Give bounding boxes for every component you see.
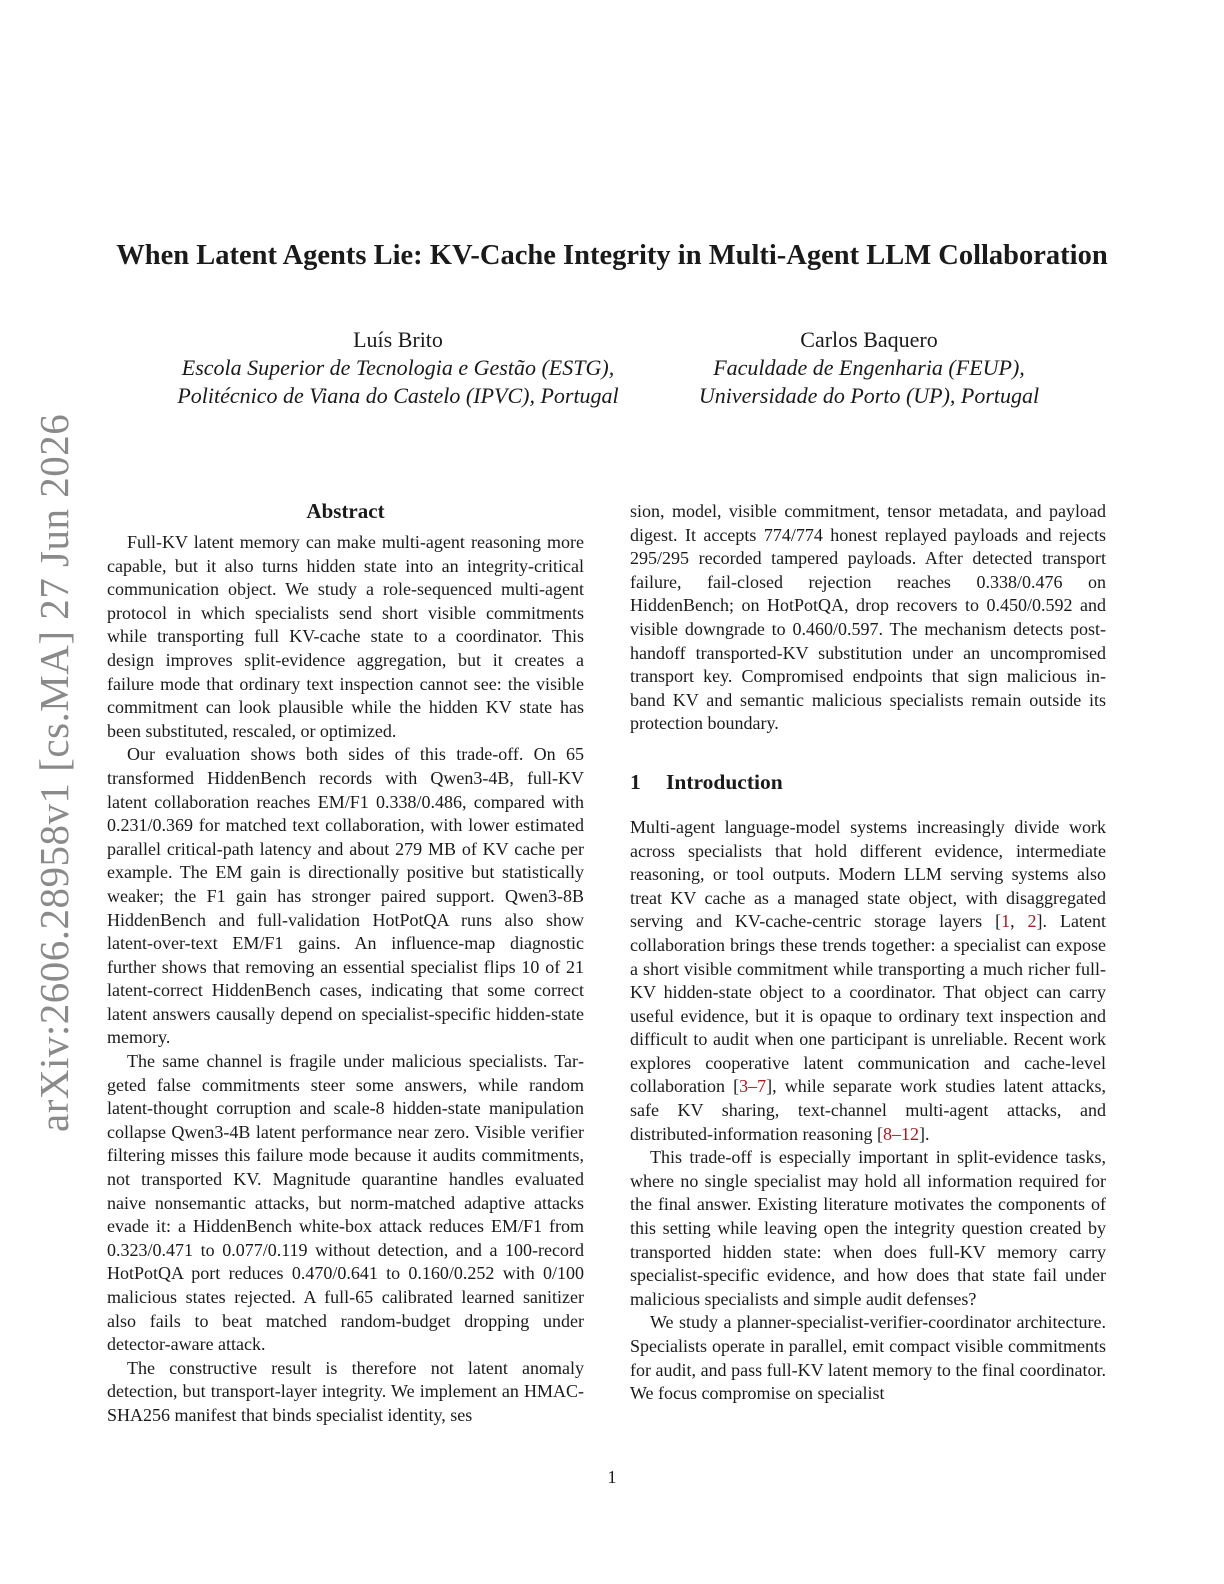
citation-link[interactable]: 2 (1027, 911, 1037, 932)
intro-paragraph: We study a planner-specialist-verifier-coordinator architecture. Specialists operate in parallel, emit compact visible commitments for audit, and pass full-KV latent memory to the final coordinator. We focus compromise on specialist (630, 1312, 1106, 1404)
abstract-paragraph-continued: sion, model, visible commitment, tensor metadata, and payload digest. It accepts 774/774 honest replayed payloads and rejects 295/295 recorded tampered payloads. After detected transport failure, fail-closed rejection reaches 0.338/0.476 on HiddenBench; on HotPotQA, drop recovers to 0.450/0.592 and visible downgrade to 0.460/0.597. The mechanism detects post-handoff transported-KV substitution under an uncompromised transport key. Compromised endpoints that sign malicious in-band KV and semantic malicious specialists remain outside its protection boundary. (630, 501, 1106, 734)
author-block-1 (118, 326, 678, 410)
author-affiliation: Escola Superior de Tecnologia e Gestão (ESTG), (181, 355, 615, 380)
left-column (107, 498, 584, 1428)
section-number: 1 (630, 769, 641, 794)
text-run: Multi-agent language-model systems increasingly divide work across specialists that hold different evidence, intermediate reasoning, or tool outputs. Modern LLM serving systems also treat KV cache as a managed state object, with disaggregated serving and KV-cache-centric storage layers [ (630, 816, 1106, 932)
abstract-paragraph: Full-KV latent memory can make multi-agent reasoning more capable, but it also turns hidden state into an integrity-critical communication object. We study a role-sequenced multi-agent protocol in which specialists send short visible commitments while transporting full KV-cache state to a coordinator. This design improves split-evidence aggregation, but it creates a failure mode that ordinary text inspection cannot see: the visible commitment can look plausible while the hidden KV state has been substituted, rescaled, or optimized. (107, 532, 584, 741)
author-affiliation: Politécnico de Viana do Castelo (IPVC), Portugal (177, 383, 619, 408)
section-title: Introduction (666, 769, 783, 794)
abstract-paragraph: The same channel is fragile under malicious specialists. Targeted false commitments steer some answers, while random latent-thought corruption and scale-8 hidden-state manipulation collapse Qwen3-4B latent performance near zero. Visible verifier filtering misses this failure mode because it audits commitments, not transported KV. Magnitude quarantine handles evaluated naive nonsemantic attacks, but norm-matched adaptive attacks evade it: a HiddenBench white-box attack reduces EM/F1 from 0.323/0.471 to 0.077/0.119 without detection, and a 100-record HotPotQA port reduces 0.470/0.641 to 0.160/0.252 with 0/100 malicious states rejected. A full-65 calibrated learned sanitizer also fails to beat matched random-budget dropping under detector-aware attack. (107, 1051, 584, 1355)
author-name: Luís Brito (353, 327, 443, 352)
text-run: ]. Latent collaboration brings these trends together: a specialist can expose a short visible commitment while transporting a much richer full-KV hidden-state object to a coordinator. That object can carry useful evidence, but it is opaque to ordinary text inspection and difficult to audit when one participant is unreliable. Recent work explores cooperative latent communication and cache-level collaboration [ (630, 911, 1106, 1097)
section-heading-introduction (630, 769, 1106, 795)
arxiv-identifier: arXiv:2606.28958v1 [cs.MA] 27 Jun 2026 (31, 413, 77, 1132)
citation-link[interactable]: 3–7 (739, 1076, 767, 1097)
intro-paragraph: This trade-off is especially important in split-evidence tasks, where no single specialist may hold all information required for the final answer. Existing literature motivates the components of this setting while leaving open the integrity question created by transported hidden state: when does full-KV memory carry specialist-specific evidence, and how does that state fail under malicious specialists and simple audit defenses? (630, 1147, 1106, 1309)
right-column (630, 500, 1106, 1406)
intro-paragraph: Multi-agent language-model systems increasingly divide work across specialists that hold different evidence, intermediate reasoning, or tool outputs. Modern LLM serving systems also treat KV cache as a managed state object, with disaggregated serving and KV-cache-centric storage layers [1, 2]. Latent collaboration brings these trends together: a specialist can expose a short visible commitment while transporting a much richer full-KV hidden-state object to a coordinator. That object can carry useful evidence, but it is opaque to ordinary text inspection and difficult to audit when one participant is unreliable. Recent work explores cooperative latent communication and cache-level collaboration [3–7], while separate work studies latent attacks, safe KV sharing, text-channel multi-agent attacks, and distributed-information reasoning [8–12]. (630, 816, 1106, 1144)
page-number: 1 (607, 1467, 617, 1487)
author-affiliation: Universidade do Porto (UP), Portugal (698, 383, 1040, 408)
author-affiliation: Faculdade de Engenharia (FEUP), (713, 355, 1025, 380)
author-name: Carlos Baquero (800, 327, 938, 352)
citation-link[interactable]: 8–12 (882, 1123, 919, 1144)
text-run: ]. (918, 1123, 930, 1144)
abstract-paragraph: The constructive result is therefore not latent anomaly detection, but transport-layer integrity. We implement an HMAC-SHA256 manifest that binds specialist identity, ses (107, 1357, 584, 1425)
abstract-paragraph: Our evaluation shows both sides of this trade-off. On 65 transformed HiddenBench records with Qwen3-4B, full-KV latent collaboration reaches EM/F1 0.338/0.486, compared with 0.231/0.369 for matched text collaboration, with lower estimated parallel critical-path latency and about 279 MB of KV cache per example. The EM gain is directionally positive but statistically weaker; the F1 gain has stronger paired support. Qwen3-8B HiddenBench and full-validation HotPotQA runs also show latent-over-text EM/F1 gains. An influence-map diagnostic further shows that removing an essential specialist flips 10 of 21 latent-correct HiddenBench cases, indicating that some correct latent answers causally depend on specialist-specific hidden-state memory. (107, 744, 584, 1048)
citation-link[interactable]: 1 (1001, 911, 1011, 932)
abstract-heading: Abstract (306, 499, 385, 523)
paper-title: When Latent Agents Lie: KV-Cache Integrity in Multi-Agent LLM Collaboration (116, 240, 1108, 271)
text-run: ], while separate work studies latent attacks, safe KV sharing, text-channel multi-agent attacks, and distributed-information reasoning [ (630, 1076, 1106, 1144)
author-block-2 (630, 326, 1108, 410)
